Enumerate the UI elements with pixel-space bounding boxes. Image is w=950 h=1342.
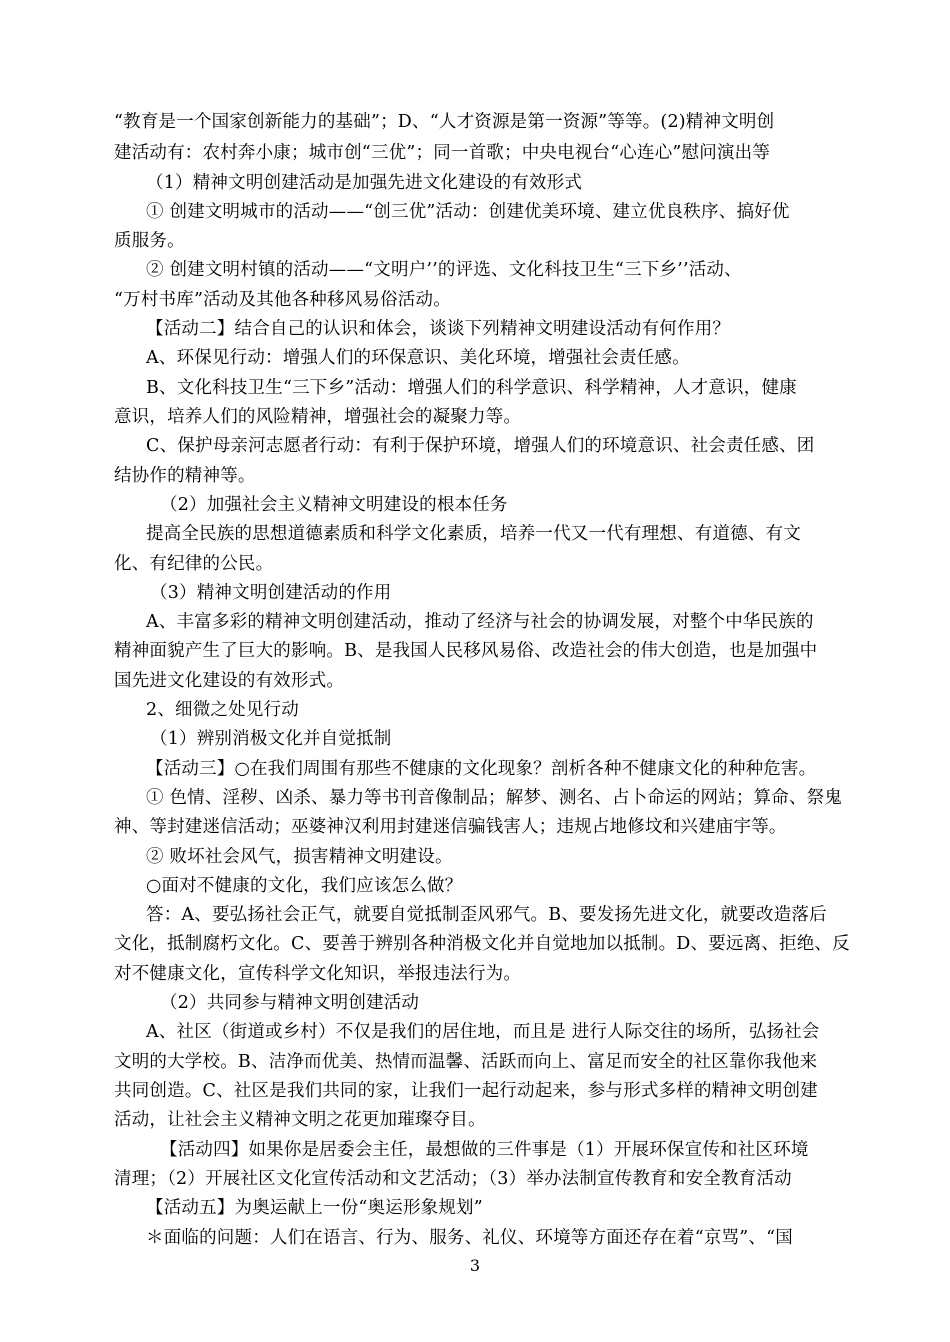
text-line: ＊面临的问题：人们在语言、行为、服务、礼仪、环境等方面还存在着“京骂”、“国 xyxy=(146,1228,793,1248)
text-line: 活动，让社会主义精神文明之花更加璀璨夺目。 xyxy=(114,1110,486,1130)
text-line: （1）辨别消极文化并自觉抵制 xyxy=(150,729,392,749)
text-line: 【活动三】○在我们周围有那些不健康的文化现象？剖析各种不健康文化的种种危害。 xyxy=(146,759,817,779)
text-line: 2、细微之处见行动 xyxy=(146,700,299,720)
text-line: 文明的大学校。B、洁净而优美、热情而温馨、活跃而向上、富足而安全的社区靠你我他来 xyxy=(114,1052,818,1072)
text-line: （3）精神文明创建活动的作用 xyxy=(150,583,392,603)
text-line: A、社区（街道或乡村）不仅是我们的居住地，而且是 进行人际交往的场所，弘扬社会 xyxy=(146,1022,820,1042)
text-line: 答：A、要弘扬社会正气，就要自觉抵制歪风邪气。B、要发扬先进文化，就要改造落后 xyxy=(146,905,827,925)
text-line: 化、有纪律的公民。 xyxy=(114,554,274,574)
text-line: 【活动二】结合自己的认识和体会，谈谈下列精神文明建设活动有何作用？ xyxy=(146,319,731,339)
text-line: 意识，培养人们的风险精神，增强社会的凝聚力等。 xyxy=(114,407,522,427)
text-line: C、保护母亲河志愿者行动：有利于保护环境，增强人们的环境意识、社会责任感、团 xyxy=(146,436,815,456)
text-line: A、丰富多彩的精神文明创建活动，推动了经济与社会的协调发展，对整个中华民族的 xyxy=(146,612,814,632)
text-line: 文化，抵制腐朽文化。C、要善于辨别各种消极文化并自觉地加以抵制。D、要远离、拒绝、反 xyxy=(114,934,850,954)
text-line: ① 色情、淫秽、凶杀、暴力等书刊音像制品；解梦、测名、占卜命运的网站；算命、祭鬼 xyxy=(146,788,843,808)
text-line: ○面对不健康的文化，我们应该怎么做？ xyxy=(146,876,463,896)
text-line: （1）精神文明创建活动是加强先进文化建设的有效形式 xyxy=(146,173,583,193)
text-line: 结协作的精神等。 xyxy=(114,466,256,486)
text-line: 对不健康文化，宣传科学文化知识，举报违法行为。 xyxy=(114,964,522,984)
text-line: （2）共同参与精神文明创建活动 xyxy=(160,993,420,1013)
text-line: 神、等封建迷信活动；巫婆神汉利用封建迷信骗钱害人；违规占地修坟和兴建庙宇等。 xyxy=(114,817,787,837)
text-line: 提高全民族的思想道德素质和科学文化素质，培养一代又一代有理想、有道德、有文 xyxy=(146,524,801,544)
text-line: A、环保见行动：增强人们的环保意识、美化环境，增强社会责任感。 xyxy=(146,348,690,368)
text-line: 建活动有：农村奔小康；城市创“三优”；同一首歌；中央电视台“心连心”慰问演出等 xyxy=(114,143,771,163)
text-line: 质服务。 xyxy=(114,231,185,251)
text-line: ① 创建文明城市的活动——“创三优”活动：创建优美环境、建立优良秩序、搞好优 xyxy=(146,202,790,222)
text-line: 精神面貌产生了巨大的影响。B、是我国人民移风易俗、改造社会的伟大创造，也是加强中 xyxy=(114,641,818,661)
text-line: 【活动四】如果你是居委会主任，最想做的三件事是（1）开展环保宣传和社区环境 xyxy=(160,1140,809,1160)
text-line: 【活动五】为奥运献上一份“奥运形象规划” xyxy=(146,1198,483,1218)
text-line: “万村书库”活动及其他各种移风易俗活动。 xyxy=(114,290,451,310)
text-line: 共同创造。C、社区是我们共同的家，让我们一起行动起来，参与形式多样的精神文明创建 xyxy=(114,1081,818,1101)
page-number: 3 xyxy=(469,1256,481,1275)
text-line: ② 败坏社会风气，损害精神文明建设。 xyxy=(146,847,453,867)
text-line: 清理；（2）开展社区文化宣传活动和文艺活动；（3）举办法制宣传教育和安全教育活动 xyxy=(114,1169,792,1189)
text-line: 国先进文化建设的有效形式。 xyxy=(114,671,345,691)
text-line: （2）加强社会主义精神文明建设的根本任务 xyxy=(160,495,508,515)
text-line: “教育是一个国家创新能力的基础”；D、“人才资源是第一资源”等等。(2)精神文明创 xyxy=(114,112,775,132)
text-line: ② 创建文明村镇的活动——“文明户’’的评选、文化科技卫生“三下乡’’活动、 xyxy=(146,260,742,280)
text-line: B、文化科技卫生“三下乡”活动：增强人们的科学意识、科学精神，人才意识，健康 xyxy=(146,378,797,398)
